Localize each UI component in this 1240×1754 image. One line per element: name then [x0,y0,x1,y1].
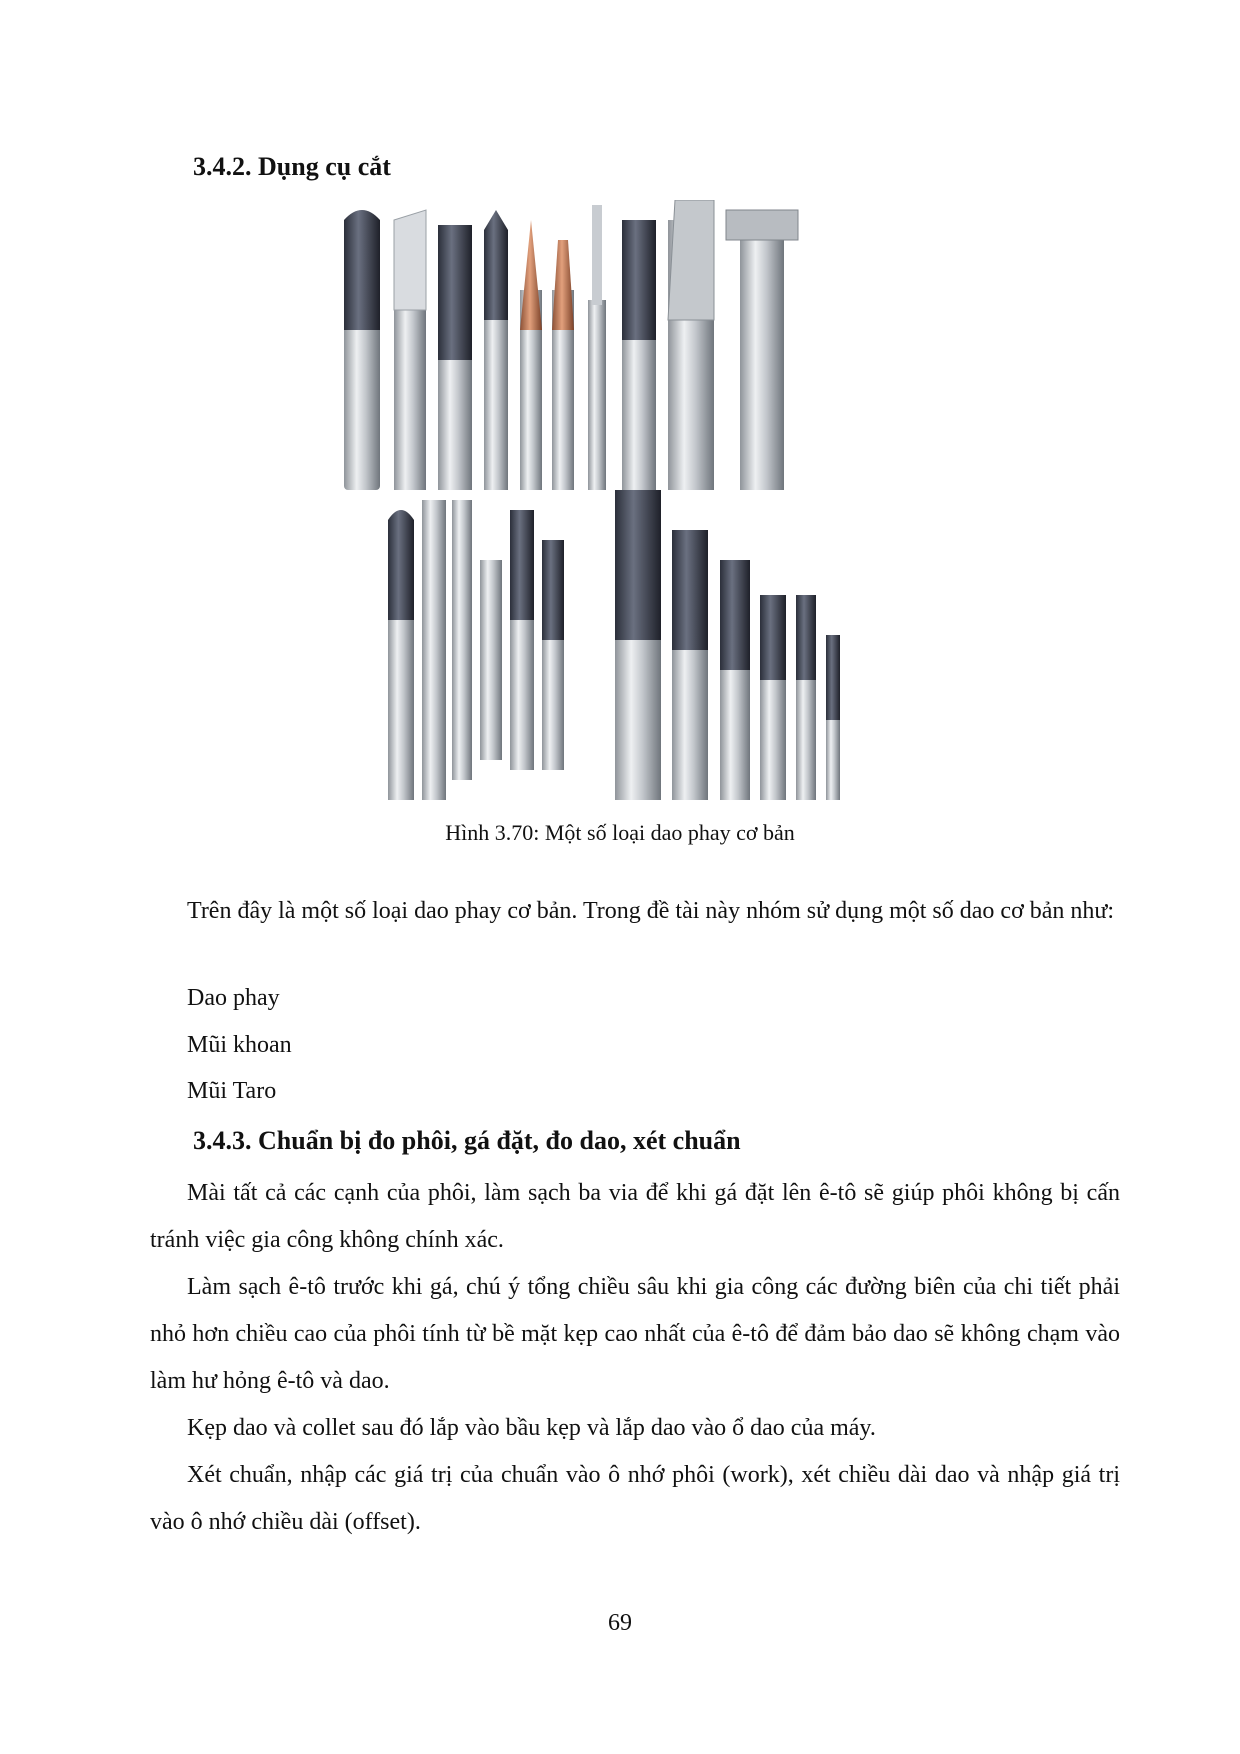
list-item: Mũi Taro [187,1078,277,1104]
list-item: Mũi khoan [187,1032,292,1058]
body-paragraph: Xét chuẩn, nhập các giá trị của chuẩn vào ô nhớ phôi (work), xét chiều dài dao và nhập giá trị vào ô nhớ chiều dài (offset). [150,1462,1120,1535]
body-paragraph: Làm sạch ê-tô trước khi gá, chú ý tổng chiều sâu khi gia công các đường biên của chi tiết phải nhỏ hơn chiều cao của phôi tính từ bề mặt kẹp cao nhất của ê-tô để đảm bảo dao sẽ không chạm vào làm hư hỏng ê-tô và dao. [150,1274,1120,1394]
milling-cutters-image [330,200,945,810]
body-paragraph: Kẹp dao và collet sau đó lắp vào bầu kẹp và lắp dao vào ổ dao của máy. [187,1415,876,1441]
figure-caption: Hình 3.70: Một số loại dao phay cơ bản [445,820,795,845]
bottom-row-cutters [388,490,840,800]
section-heading-preparation: 3.4.3. Chuẩn bị đo phôi, gá đặt, đo dao, xét chuẩn [193,1126,741,1155]
intro-paragraph: Trên đây là một số loại dao phay cơ bản. Trong đề tài này nhóm sử dụng một số dao cơ bản như: [187,898,1115,924]
page-number: 69 [608,1610,632,1636]
list-item: Dao phay [187,985,280,1011]
milling-cutters-figure [330,200,945,810]
section-heading-cutting-tools: 3.4.2. Dụng cụ cắt [193,152,391,181]
body-paragraph: Mài tất cả các cạnh của phôi, làm sạch ba via để khi gá đặt lên ê-tô sẽ giúp phôi không bị cấn tránh việc gia công không chính xác. [150,1180,1120,1253]
top-row-cutters [344,200,798,490]
